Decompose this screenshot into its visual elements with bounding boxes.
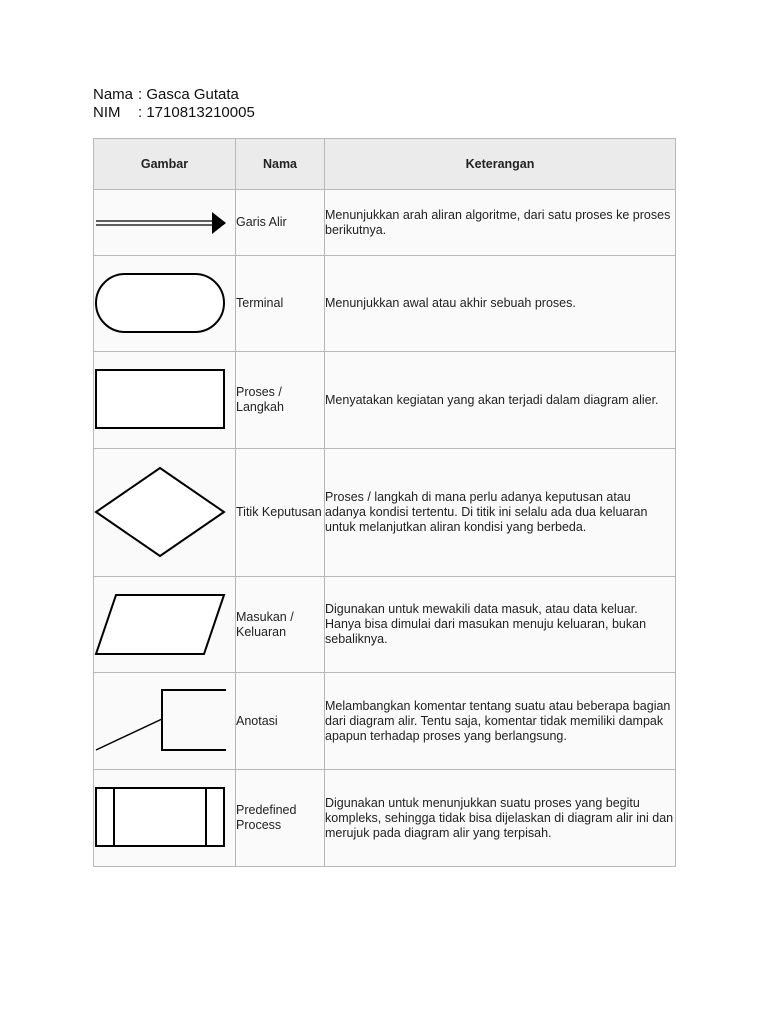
table-header-row bbox=[94, 139, 676, 190]
input-output-parallelogram-icon bbox=[94, 592, 228, 658]
decision-diamond-icon bbox=[94, 465, 228, 561]
symbol-description: Menyatakan kegiatan yang akan terjadi dalam diagram alier. bbox=[325, 352, 676, 449]
arrow-line-icon bbox=[94, 208, 228, 238]
symbol-cell bbox=[94, 352, 236, 449]
symbol-cell bbox=[94, 770, 236, 867]
table-row bbox=[94, 256, 676, 352]
symbol-cell bbox=[94, 673, 236, 770]
symbol-name: Anotasi bbox=[236, 673, 325, 770]
symbol-cell bbox=[94, 577, 236, 673]
symbol-name: Masukan / Keluaran bbox=[236, 577, 325, 673]
predefined-process-icon bbox=[94, 786, 228, 850]
symbol-description: Melambangkan komentar tentang suatu atau beberapa bagian dari diagram alir. Tentu saja, komentar tidak memiliki dampak apapun terhadap proses yang berlangsung. bbox=[325, 673, 676, 770]
student-info bbox=[93, 86, 255, 122]
nim-value: : 1710813210005 bbox=[138, 104, 255, 121]
flowchart-symbols-table bbox=[93, 138, 676, 867]
table-row bbox=[94, 352, 676, 449]
symbol-description: Menunjukkan awal atau akhir sebuah proses. bbox=[325, 256, 676, 352]
column-header-nama: Nama bbox=[236, 139, 325, 190]
symbol-description: Proses / langkah di mana perlu adanya keputusan atau adanya kondisi tertentu. Di titik ini selalu ada dua keluaran untuk melanjutkan aliran kondisi yang berbeda. bbox=[325, 449, 676, 577]
symbol-name: Garis Alir bbox=[236, 190, 325, 256]
symbol-cell bbox=[94, 256, 236, 352]
symbol-description: Digunakan untuk mewakili data masuk, atau data keluar. Hanya bisa dimulai dari masukan menuju keluaran, bukan sebaliknya. bbox=[325, 577, 676, 673]
table-row bbox=[94, 449, 676, 577]
column-header-keterangan: Keterangan bbox=[325, 139, 676, 190]
symbol-name: Titik Keputusan bbox=[236, 449, 325, 577]
symbol-name: Predefined Process bbox=[236, 770, 325, 867]
table-row bbox=[94, 770, 676, 867]
table-row bbox=[94, 673, 676, 770]
column-header-gambar: Gambar bbox=[94, 139, 236, 190]
nim-label: NIM bbox=[93, 104, 121, 121]
symbol-cell bbox=[94, 449, 236, 577]
annotation-bracket-icon bbox=[94, 688, 228, 754]
terminal-shape-icon bbox=[94, 272, 228, 336]
symbol-name: Proses / Langkah bbox=[236, 352, 325, 449]
name-row bbox=[93, 86, 255, 104]
symbol-cell bbox=[94, 190, 236, 256]
symbol-description: Digunakan untuk menunjukkan suatu proses yang begitu kompleks, sehingga tidak bisa dijelaskan di diagram alir ini dan merujuk pada diagram alir yang terpisah. bbox=[325, 770, 676, 867]
table-row bbox=[94, 577, 676, 673]
nim-row bbox=[93, 104, 255, 122]
name-value: : Gasca Gutata bbox=[138, 86, 239, 103]
process-rectangle-icon bbox=[94, 368, 228, 432]
table-row bbox=[94, 190, 676, 256]
symbol-name: Terminal bbox=[236, 256, 325, 352]
name-label: Nama bbox=[93, 86, 134, 103]
symbol-description: Menunjukkan arah aliran algoritme, dari satu proses ke proses berikutnya. bbox=[325, 190, 676, 256]
